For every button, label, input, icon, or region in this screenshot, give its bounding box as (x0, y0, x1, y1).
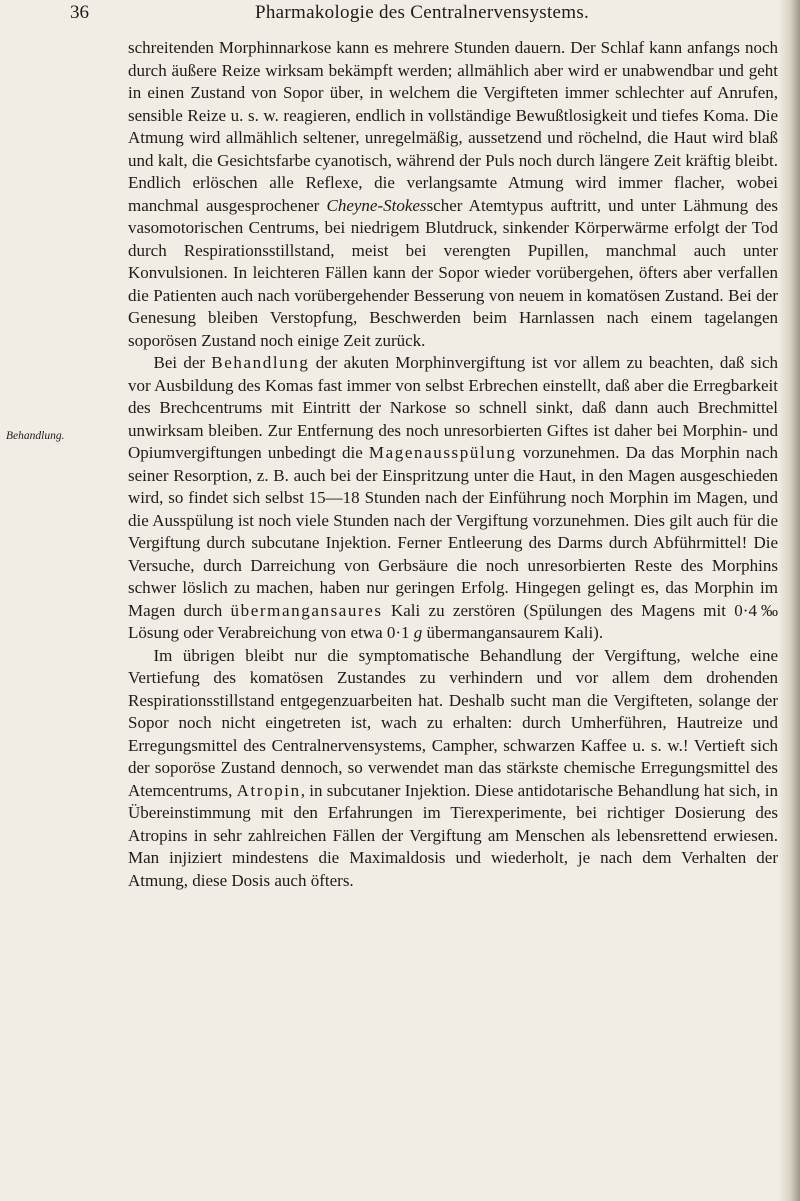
page-number: 36 (70, 2, 89, 23)
paragraph-2-unit: g (413, 623, 423, 642)
paragraph-2-emphasis-1: Behandlung (211, 353, 310, 372)
paragraph-3-part-2: , in subcutaner Injektion. Diese antidotarische Behandlung hat sich, in Übereinstimmung mit den Erfahrungen im Tierexperimente, bei richtiger Dosierung des Atropins in sehr zahlreichen Fällen der Vergiftung am Menschen als lebensrettend erwiesen. Man injiziert mindestens die Maximaldosis und wiederholt, je nach dem Verhalten der Atmung, diese Dosis auch öfters. (128, 780, 778, 890)
paragraph-3-part-1: Im übrigen bleibt nur die symptomatische Behandlung der Vergiftung, welche eine Vertiefung des komatösen Zustandes zu verhindern und vor allem dem drohenden Respirationsstillstand entgegenzuarbeiten hat. Deshalb sucht man die Vergifteten, solange der Sopor noch nicht eingetreten ist, wach zu erhalten: durch Umherführen, Hautreize und Erregungsmittel des Centralnervensystems, Campher, schwarzen Kaffee u. s. w.! Vertieft sich der soporöse Zustand dennoch, so verwendet man das stärkste chemische Erregungsmittel des Atemcentrums, (128, 645, 778, 800)
page-edge-shadow (778, 0, 800, 1201)
paragraph-2 (128, 352, 778, 645)
paragraph-1-text: schreitenden Morphinnarkose kann es mehrere Stunden dauern. Der Schlaf kann anfangs noch durch äußere Reize wirksam bekämpft werden; allmählich aber wird er unabwendbar und geht in einen Zustand von Sopor über, in welchem die Vergifteten immer schlechter auf Anrufen, sensible Reize u. s. w. reagieren, endlich in vollständige Bewußtlosigkeit und tiefes Koma. Die Atmung wird allmählich seltener, unregelmäßig, aussetzend und röchelnd, die Haut wird blaß und kalt, die Gesichtsfarbe cyanotisch, während der Puls noch durch längere Zeit kräftig bleibt. Endlich erlöschen alle Reflexe, die verlangsamte Atmung wird immer flacher, wobei manchmal ausgesprochener (128, 38, 778, 215)
paragraph-1-italic: Cheyne-Stokes (326, 195, 427, 215)
body-text (128, 37, 778, 892)
paragraph-3 (128, 645, 778, 893)
paragraph-2-part-4: Kali zu zerstören (Spülungen des Magens mit 0·4‰ Lösung oder Verabreichung von etwa 0·1 (128, 600, 779, 642)
paragraph-2-part-2: der akuten Morphinvergiftung ist vor allem zu beachten, daß sich vor Ausbildung des Komas fast immer von selbst Erbrechen einstellt, daß aber die Erregbarkeit des Brechcentrums mit Eintritt der Narkose so schnell sinkt, daß dann auch Brechmittel unwirksam bleiben. Zur Entfernung des noch unresorbierten Giftes ist daher bei Morphin- und Opiumvergiftungen unbedingt die (128, 353, 778, 462)
paragraph-1 (128, 37, 778, 352)
paragraph-1-text-2: scher Atemtypus auftritt, und unter Lähmung des vasomotorischen Centrums, bei niedrigem Blutdruck, sinkender Körperwärme erfolgt der Tod durch Respirationsstillstand, meist bei verengten Pupillen, manchmal auch unter Konvulsionen. In leichteren Fällen kann der Sopor wieder vorübergehen, öfters aber verfallen die Patienten auch nach vorübergehender Besserung von neuem in komatösen Zustand. Bei der Genesung bleiben Verstopfung, Beschwerden beim Harnlassen nach einem tagelangen soporösen Zustand noch einige Zeit zurück. (128, 195, 779, 350)
paragraph-2-part-1: Bei der (153, 353, 212, 372)
page-header (0, 0, 800, 26)
paragraph-2-emphasis-3: übermangansaures (230, 600, 383, 620)
paragraph-3-emphasis-1: Atropin (236, 780, 301, 800)
running-head: Pharmakologie des Centralnervensystems. (255, 2, 590, 23)
margin-note: Behandlung. (6, 430, 65, 442)
paragraph-2-part-5: übermangansaurem Kali). (422, 623, 604, 642)
paragraph-2-emphasis-2: Magenausspülung (368, 443, 517, 462)
paragraph-2-part-3: vorzunehmen. Da das Morphin nach seiner Resorption, z. B. auch bei der Einspritzung unter die Haut, in den Magen ausgeschieden wird, so findet sich selbst 15—18 Stunden nach der Einführung noch Morphin im Magen, und die Ausspülung ist noch viele Stunden nach der Vergiftung vorzunehmen. Dies gilt auch für die Vergiftung durch subcutane Injektion. Ferner Entleerung des Darms durch Abführmittel! Die Versuche, durch Darreichung von Gerbsäure die noch unresorbierten Reste des Morphins schwer löslich zu machen, haben nur geringen Erfolg. Hingegen gelingt es, das Morphin im Magen durch (128, 443, 778, 620)
